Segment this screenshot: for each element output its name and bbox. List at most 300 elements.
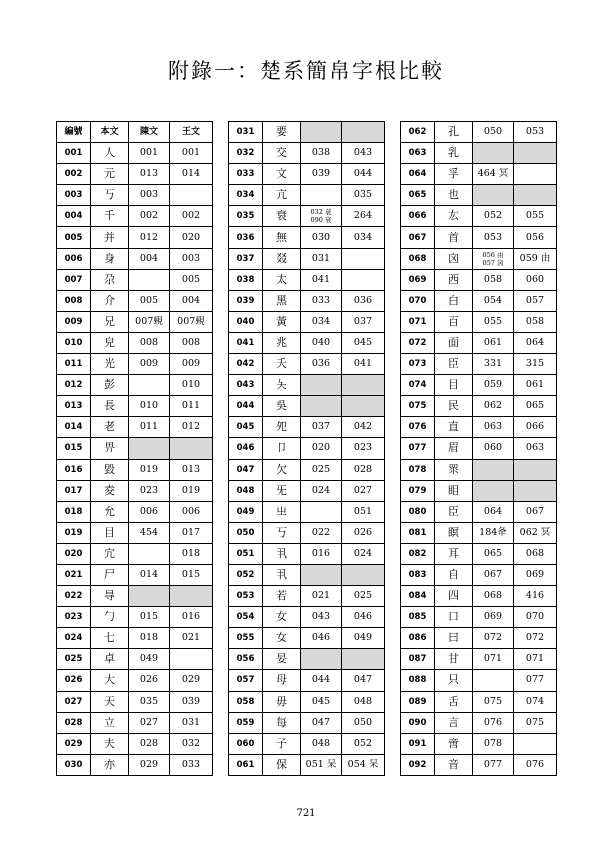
- table-row: [57, 480, 213, 501]
- cell-root: 亦: [91, 754, 129, 775]
- cell-root: 欠: [263, 459, 301, 480]
- cell-chen: 002: [129, 206, 170, 227]
- cell-code: 030: [57, 754, 91, 775]
- cell-code: 035: [229, 206, 263, 227]
- cell-root: 目: [91, 522, 129, 543]
- cell-root: 毋: [263, 691, 301, 712]
- cell-root: 文: [263, 164, 301, 185]
- cell-wang: 031: [170, 712, 213, 733]
- cell-root: 㞢: [263, 501, 301, 522]
- cell-chen: 058: [473, 269, 514, 290]
- cell-chen: 184夅: [473, 522, 514, 543]
- cell-wang: 021: [170, 628, 213, 649]
- table-row: [229, 227, 385, 248]
- cell-chen: 064: [473, 501, 514, 522]
- cell-code: 011: [57, 354, 91, 375]
- cell-chen: 004: [129, 248, 170, 269]
- table-row: [57, 649, 213, 670]
- table-row: [57, 522, 213, 543]
- cell-wang: 023: [342, 438, 385, 459]
- cell-code: 056: [229, 649, 263, 670]
- cell-root: 夫: [91, 733, 129, 754]
- cell-wang: 024: [342, 543, 385, 564]
- cell-chen: 016: [301, 543, 342, 564]
- cell-root: 皃: [91, 332, 129, 353]
- cell-code: 038: [229, 269, 263, 290]
- cell-chen: 069: [473, 607, 514, 628]
- cell-root: 旡: [263, 480, 301, 501]
- cell-wang: 015: [170, 564, 213, 585]
- cell-chen: 014: [129, 564, 170, 585]
- table-row: [401, 501, 557, 522]
- table-row: [401, 607, 557, 628]
- cell-root: 臣: [435, 354, 473, 375]
- cell-code: 068: [401, 248, 435, 269]
- cell-root: 只: [435, 670, 473, 691]
- cell-code: 090: [401, 712, 435, 733]
- cell-code: 033: [229, 164, 263, 185]
- cell-root: 言: [435, 712, 473, 733]
- cell-chen: 029: [129, 754, 170, 775]
- cell-code: 029: [57, 733, 91, 754]
- cell-chen: 008: [129, 332, 170, 353]
- cell-wang: 006: [170, 501, 213, 522]
- table-row: [401, 164, 557, 185]
- cell-chen: 078: [473, 733, 514, 754]
- cell-chen: 039: [301, 164, 342, 185]
- cell-code: 016: [57, 459, 91, 480]
- table-row: [401, 248, 557, 269]
- cell-code: 003: [57, 185, 91, 206]
- table-row: [401, 290, 557, 311]
- cell-chen: [129, 269, 170, 290]
- cell-chen: 028: [129, 733, 170, 754]
- cell-root: 老: [91, 417, 129, 438]
- cell-root: 七: [91, 628, 129, 649]
- cell-chen: 043: [301, 607, 342, 628]
- cell-code: 054: [229, 607, 263, 628]
- cell-root: 黑: [263, 290, 301, 311]
- comparison-table-2: [228, 121, 385, 776]
- cell-code: 042: [229, 354, 263, 375]
- table-row: [401, 754, 557, 775]
- cell-code: 058: [229, 691, 263, 712]
- table-row: [57, 586, 213, 607]
- cell-chen: [301, 122, 342, 143]
- header-code: 編號: [57, 122, 91, 143]
- table-row: [401, 543, 557, 564]
- cell-code: 086: [401, 628, 435, 649]
- table-row: [229, 522, 385, 543]
- cell-chen: 065: [473, 543, 514, 564]
- cell-chen: [129, 543, 170, 564]
- cell-wang: [170, 438, 213, 459]
- cell-code: 091: [401, 733, 435, 754]
- table-row: [57, 396, 213, 417]
- table-header-row: [57, 122, 213, 143]
- table-row: [57, 375, 213, 396]
- cell-code: 084: [401, 586, 435, 607]
- cell-chen: 059: [473, 375, 514, 396]
- cell-chen: 046: [301, 628, 342, 649]
- cell-root: 立: [91, 712, 129, 733]
- cell-chen: 018: [129, 628, 170, 649]
- cell-wang: 025: [342, 586, 385, 607]
- cell-chen: 013: [129, 164, 170, 185]
- table-row: [229, 164, 385, 185]
- cell-wang: 019: [170, 480, 213, 501]
- cell-root: 卩: [263, 438, 301, 459]
- cell-root: 元: [91, 164, 129, 185]
- cell-code: 006: [57, 248, 91, 269]
- cell-wang: 039: [170, 691, 213, 712]
- cell-root: 兆: [263, 332, 301, 353]
- cell-root: 若: [263, 586, 301, 607]
- cell-root: 曰: [435, 628, 473, 649]
- cell-code: 089: [401, 691, 435, 712]
- cell-root: 丂: [91, 185, 129, 206]
- cell-root: 宂: [91, 543, 129, 564]
- cell-wang: 013: [170, 459, 213, 480]
- cell-chen: 010: [129, 396, 170, 417]
- page-number: 721: [296, 808, 316, 819]
- cell-code: 088: [401, 670, 435, 691]
- cell-root: 夌: [91, 480, 129, 501]
- cell-wang: 018: [170, 543, 213, 564]
- cell-root: 要: [263, 122, 301, 143]
- table-row: [229, 670, 385, 691]
- table-row: [57, 754, 213, 775]
- cell-wang: 041: [342, 354, 385, 375]
- table-row: [401, 122, 557, 143]
- cell-code: 014: [57, 417, 91, 438]
- cell-code: 069: [401, 269, 435, 290]
- cell-wang: 075: [514, 712, 557, 733]
- cell-wang: 047: [342, 670, 385, 691]
- cell-chen: 067: [473, 564, 514, 585]
- cell-code: 055: [229, 628, 263, 649]
- cell-wang: 008: [170, 332, 213, 353]
- cell-code: 031: [229, 122, 263, 143]
- cell-code: 010: [57, 332, 91, 353]
- cell-chen: 032 蓑 090 衰: [301, 206, 342, 227]
- cell-root: 黃: [263, 311, 301, 332]
- cell-code: 034: [229, 185, 263, 206]
- cell-wang: 077: [514, 670, 557, 691]
- cell-root: 畀: [91, 438, 129, 459]
- cell-chen: 056 由 057 囟: [473, 248, 514, 269]
- cell-code: 080: [401, 501, 435, 522]
- cell-wang: [514, 480, 557, 501]
- cell-chen: 055: [473, 311, 514, 332]
- cell-root: 介: [91, 290, 129, 311]
- cell-root: 耳: [435, 543, 473, 564]
- table-row: [57, 543, 213, 564]
- cell-wang: 052: [342, 733, 385, 754]
- cell-wang: 416: [514, 586, 557, 607]
- cell-wang: 066: [514, 417, 557, 438]
- cell-code: 041: [229, 332, 263, 353]
- cell-root: 衰: [263, 206, 301, 227]
- cell-code: 053: [229, 586, 263, 607]
- cell-chen: 007覡: [129, 311, 170, 332]
- cell-root: 妟: [263, 649, 301, 670]
- table-row: [57, 311, 213, 332]
- table-row: [57, 670, 213, 691]
- table-row: [401, 354, 557, 375]
- cell-root: 并: [91, 227, 129, 248]
- cell-code: 070: [401, 290, 435, 311]
- cell-chen: 048: [301, 733, 342, 754]
- table-row: [401, 522, 557, 543]
- table-row: [229, 248, 385, 269]
- cell-code: 051: [229, 543, 263, 564]
- cell-code: 065: [401, 185, 435, 206]
- cell-code: 078: [401, 459, 435, 480]
- cell-code: 074: [401, 375, 435, 396]
- header-this-text: 本文: [91, 122, 129, 143]
- cell-code: 012: [57, 375, 91, 396]
- cell-chen: 075: [473, 691, 514, 712]
- cell-root: 囟: [435, 248, 473, 269]
- cell-chen: 006: [129, 501, 170, 522]
- table-row: [401, 311, 557, 332]
- table-row: [57, 501, 213, 522]
- cell-root: 光: [91, 354, 129, 375]
- cell-chen: 015: [129, 607, 170, 628]
- cell-root: 四: [435, 586, 473, 607]
- cell-root: 百: [435, 311, 473, 332]
- cell-wang: [342, 375, 385, 396]
- table-row: [401, 733, 557, 754]
- cell-wang: [342, 269, 385, 290]
- cell-code: 061: [229, 754, 263, 775]
- table-row: [57, 143, 213, 164]
- cell-code: 081: [401, 522, 435, 543]
- cell-root: 瞑: [435, 522, 473, 543]
- cell-chen: 021: [301, 586, 342, 607]
- table-row: [401, 185, 557, 206]
- cell-chen: 005: [129, 290, 170, 311]
- cell-wang: [514, 459, 557, 480]
- cell-chen: 041: [301, 269, 342, 290]
- cell-chen: [473, 480, 514, 501]
- cell-code: 044: [229, 396, 263, 417]
- cell-code: 013: [57, 396, 91, 417]
- cell-root: 白: [435, 290, 473, 311]
- cell-root: 也: [435, 185, 473, 206]
- cell-chen: 052: [473, 206, 514, 227]
- table-row: [57, 564, 213, 585]
- table-row: [57, 459, 213, 480]
- cell-root: 允: [91, 501, 129, 522]
- cell-code: 001: [57, 143, 91, 164]
- cell-root: 舌: [435, 691, 473, 712]
- cell-wang: 053: [514, 122, 557, 143]
- cell-root: 千: [91, 206, 129, 227]
- cell-wang: 003: [170, 248, 213, 269]
- cell-code: 002: [57, 164, 91, 185]
- cell-chen: 053: [473, 227, 514, 248]
- cell-wang: 005: [170, 269, 213, 290]
- cell-wang: 051: [342, 501, 385, 522]
- cell-code: 073: [401, 354, 435, 375]
- table-row: [57, 733, 213, 754]
- cell-chen: [301, 396, 342, 417]
- cell-wang: 029: [170, 670, 213, 691]
- table-row: [229, 712, 385, 733]
- cell-root: 彭: [91, 375, 129, 396]
- page-title: 附錄一：楚系簡帛字根比較: [168, 59, 444, 83]
- cell-code: 027: [57, 691, 91, 712]
- cell-chen: 003: [129, 185, 170, 206]
- cell-wang: 064: [514, 332, 557, 353]
- cell-chen: 044: [301, 670, 342, 691]
- table-row: [57, 712, 213, 733]
- cell-code: 075: [401, 396, 435, 417]
- cell-chen: [473, 459, 514, 480]
- cell-chen: 051 呆: [301, 754, 342, 775]
- cell-wang: [514, 733, 557, 754]
- cell-chen: 033: [301, 290, 342, 311]
- table-row: [401, 670, 557, 691]
- cell-chen: 037: [301, 417, 342, 438]
- cell-root: 西: [435, 269, 473, 290]
- cell-code: 087: [401, 649, 435, 670]
- cell-code: 083: [401, 564, 435, 585]
- cell-root: 甘: [435, 649, 473, 670]
- table-row: [401, 375, 557, 396]
- table-row: [401, 417, 557, 438]
- cell-code: 067: [401, 227, 435, 248]
- cell-wang: 067: [514, 501, 557, 522]
- cell-chen: 026: [129, 670, 170, 691]
- table-row: [401, 564, 557, 585]
- cell-root: 吳: [263, 396, 301, 417]
- cell-chen: 035: [129, 691, 170, 712]
- cell-wang: 061: [514, 375, 557, 396]
- cell-root: 厷: [435, 206, 473, 227]
- cell-root: 夗: [263, 417, 301, 438]
- cell-chen: 030: [301, 227, 342, 248]
- cell-chen: 045: [301, 691, 342, 712]
- table-row: [401, 480, 557, 501]
- cell-wang: 007覡: [170, 311, 213, 332]
- table-row: [57, 354, 213, 375]
- cell-code: 052: [229, 564, 263, 585]
- table-row: [229, 438, 385, 459]
- table-row: [229, 649, 385, 670]
- cell-root: 孚: [435, 164, 473, 185]
- cell-code: 026: [57, 670, 91, 691]
- cell-wang: 315: [514, 354, 557, 375]
- cell-wang: 060: [514, 269, 557, 290]
- cell-code: 059: [229, 712, 263, 733]
- cell-code: 020: [57, 543, 91, 564]
- cell-wang: 065: [514, 396, 557, 417]
- cell-wang: 043: [342, 143, 385, 164]
- cell-code: 082: [401, 543, 435, 564]
- table-row: [229, 143, 385, 164]
- table-row: [229, 290, 385, 311]
- table-row: [229, 564, 385, 585]
- cell-root: 毀: [91, 459, 129, 480]
- cell-wang: 033: [170, 754, 213, 775]
- table-row: [229, 586, 385, 607]
- cell-root: 亢: [263, 185, 301, 206]
- cell-code: 048: [229, 480, 263, 501]
- cell-code: 049: [229, 501, 263, 522]
- cell-root: 人: [91, 143, 129, 164]
- cell-root: 䀠: [435, 480, 473, 501]
- cell-wang: 048: [342, 691, 385, 712]
- cell-root: 母: [263, 670, 301, 691]
- cell-code: 022: [57, 586, 91, 607]
- cell-chen: 049: [129, 649, 170, 670]
- cell-chen: [301, 501, 342, 522]
- cell-wang: 035: [342, 185, 385, 206]
- cell-root: 天: [91, 691, 129, 712]
- cell-wang: 002: [170, 206, 213, 227]
- cell-root: 直: [435, 417, 473, 438]
- cell-code: 039: [229, 290, 263, 311]
- cell-chen: [473, 185, 514, 206]
- cell-chen: [473, 670, 514, 691]
- table-row: [57, 332, 213, 353]
- table-row: [229, 332, 385, 353]
- cell-root: 音: [435, 754, 473, 775]
- cell-wang: 045: [342, 332, 385, 353]
- cell-chen: [301, 564, 342, 585]
- cell-wang: 049: [342, 628, 385, 649]
- cell-code: 064: [401, 164, 435, 185]
- cell-wang: 010: [170, 375, 213, 396]
- cell-code: 063: [401, 143, 435, 164]
- cell-root: 民: [435, 396, 473, 417]
- table-row: [229, 754, 385, 775]
- table-row: [229, 417, 385, 438]
- table-row: [229, 375, 385, 396]
- cell-wang: 070: [514, 607, 557, 628]
- cell-root: 乳: [435, 143, 473, 164]
- table-row: [229, 543, 385, 564]
- cell-code: 004: [57, 206, 91, 227]
- cell-wang: 020: [170, 227, 213, 248]
- cell-code: 037: [229, 248, 263, 269]
- cell-root: 夨: [263, 375, 301, 396]
- cell-wang: 068: [514, 543, 557, 564]
- cell-chen: [129, 438, 170, 459]
- comparison-table-1: [56, 121, 213, 776]
- table-row: [229, 396, 385, 417]
- cell-chen: 027: [129, 712, 170, 733]
- cell-chen: 031: [301, 248, 342, 269]
- cell-wang: [170, 185, 213, 206]
- cell-chen: 025: [301, 459, 342, 480]
- cell-chen: 071: [473, 649, 514, 670]
- cell-root: 首: [435, 227, 473, 248]
- cell-code: 079: [401, 480, 435, 501]
- table-row: [229, 311, 385, 332]
- cell-root: 叕: [263, 248, 301, 269]
- cell-wang: 014: [170, 164, 213, 185]
- cell-chen: 020: [301, 438, 342, 459]
- cell-wang: 050: [342, 712, 385, 733]
- cell-wang: 069: [514, 564, 557, 585]
- cell-chen: 011: [129, 417, 170, 438]
- cell-wang: 072: [514, 628, 557, 649]
- table-row: [229, 607, 385, 628]
